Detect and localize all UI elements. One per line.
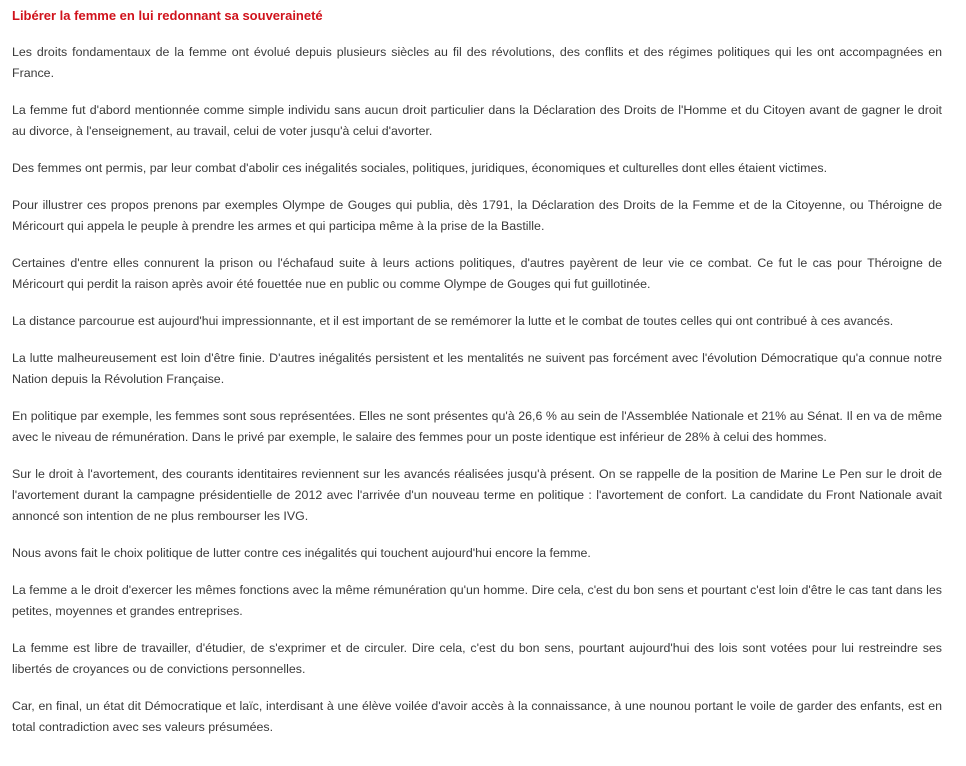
- paragraph-7: La lutte malheureusement est loin d'être finie. D'autres inégalités persistent et les mentalités ne suivent pas forcément avec l'évolution Démocratique qu'a connue notre Nation depuis la Révolution Française.: [12, 351, 942, 386]
- paragraph-12: La femme est libre de travailler, d'étudier, de s'exprimer et de circuler. Dire cela, c'est du bon sens, pourtant aujourd'hui des lois sont votées pour lui restreindre ses libertés de croyances ou de convictions personnelles.: [12, 641, 942, 676]
- article-title: Libérer la femme en lui redonnant sa souveraineté: [12, 8, 323, 23]
- paragraph-8: En politique par exemple, les femmes sont sous représentées. Elles ne sont présentes qu'à 26,6 % au sein de l'Assemblée Nationale et 21% au Sénat. Il en va de même avec le niveau de rémunération. Dans le privé par exemple, le salaire des femmes pour un poste identique est inférieur de 28% à celui des hommes.: [12, 409, 942, 444]
- paragraph-6: La distance parcourue est aujourd'hui impressionnante, et il est important de se remémorer la lutte et le combat de toutes celles qui ont contribué à ces avancés.: [12, 314, 894, 328]
- paragraph-11: La femme a le droit d'exercer les mêmes fonctions avec la même rémunération qu'un homme. Dire cela, c'est du bon sens et pourtant c'est loin d'être le cas tant dans les petites, moyennes et grandes entreprises.: [12, 583, 942, 618]
- paragraph-1: Les droits fondamentaux de la femme ont évolué depuis plusieurs siècles au fil des révolutions, des conflits et des régimes politiques qui les ont accompagnées en France.: [12, 45, 942, 80]
- paragraph-4: Pour illustrer ces propos prenons par exemples Olympe de Gouges qui publia, dès 1791, la Déclaration des Droits de la Femme et de la Citoyenne, ou Théroigne de Méricourt qui appela le peuple à prendre les armes et qui participa même à la prise de la Bastille.: [12, 198, 942, 233]
- paragraph-2: La femme fut d'abord mentionnée comme simple individu sans aucun droit particulier dans la Déclaration des Droits de l'Homme et du Citoyen avant de gagner le droit au divorce, à l'enseignement, au travail, celui de voter jusqu'à celui d'avorter.: [12, 103, 942, 138]
- paragraph-13: Car, en final, un état dit Démocratique et laïc, interdisant à une élève voilée d'avoir accès à la connaissance, à une nounou portant le voile de garder des enfants, est en total contradiction avec ses valeurs présumées.: [12, 699, 942, 734]
- paragraph-5: Certaines d'entre elles connurent la prison ou l'échafaud suite à leurs actions politiques, d'autres payèrent de leur vie ce combat. Ce fut le cas pour Théroigne de Méricourt qui perdit la raison après avoir été fouettée nue en public ou comme Olympe de Gouges qui fut guillotinée.: [12, 256, 942, 291]
- paragraph-3: Des femmes ont permis, par leur combat d'abolir ces inégalités sociales, politiques, juridiques, économiques et culturelles dont elles étaient victimes.: [12, 161, 828, 175]
- paragraph-10: Nous avons fait le choix politique de lutter contre ces inégalités qui touchent aujourd'hui encore la femme.: [12, 546, 591, 560]
- paragraph-9: Sur le droit à l'avortement, des courants identitaires reviennent sur les avancés réalisées jusqu'à présent. On se rappelle de la position de Marine Le Pen sur le droit de l'avortement durant la campagne présidentielle de 2012 avec l'arrivée d'un nouveau terme en politique : l'avortement de confort. La candidate du Front Nationale avait annoncé son intention de ne plus rembourser les IVG.: [12, 467, 942, 523]
